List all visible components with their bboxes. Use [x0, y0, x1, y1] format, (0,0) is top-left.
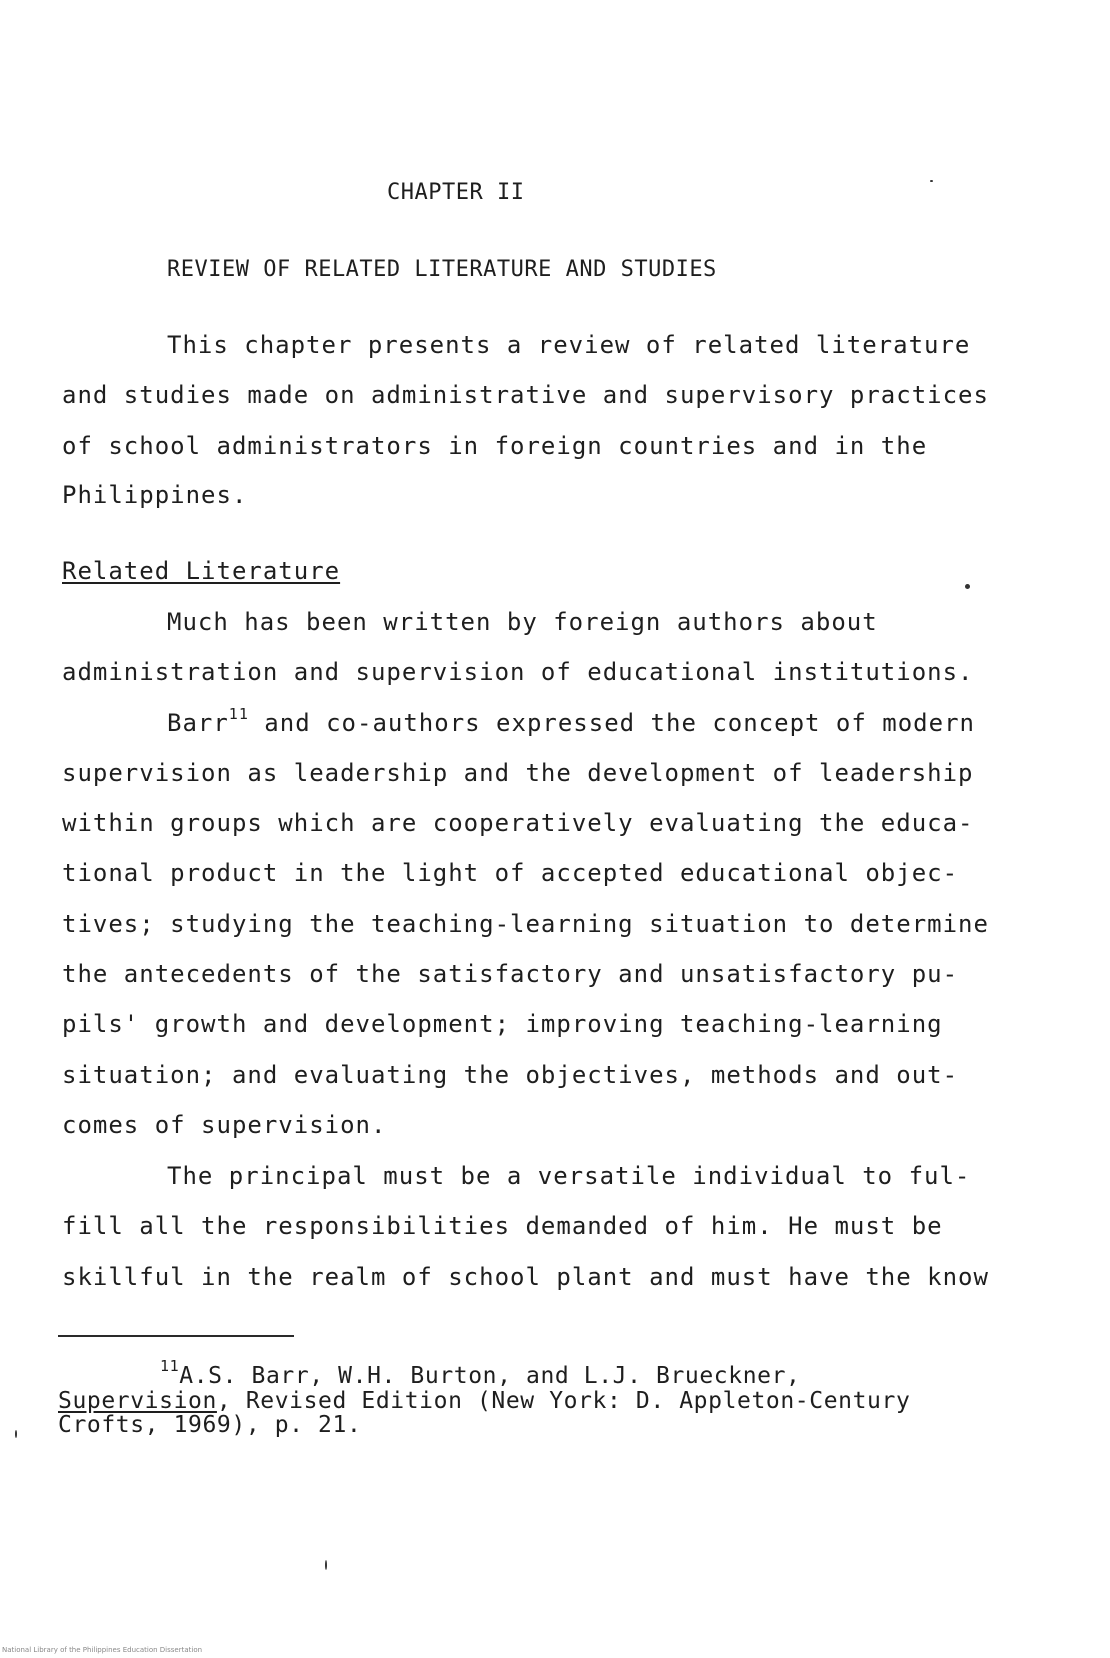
para2-line-8: situation; and evaluating the objectives, methods and out-	[62, 1061, 959, 1089]
footnote-line-3: Crofts, 1969), p. 21.	[58, 1412, 362, 1438]
para2-line-5: tives; studying the teaching-learning situation to determine	[62, 910, 989, 938]
footnote-divider	[58, 1335, 294, 1337]
chapter-number: CHAPTER II	[387, 180, 525, 205]
footnote-authors: A.S. Barr, W.H. Burton, and L.J. Brueckner,	[179, 1363, 801, 1389]
para3-line-1: The principal must be a versatile individual to ful-	[167, 1162, 971, 1190]
para2-line-1	[167, 705, 975, 737]
footnote-line-1	[160, 1357, 801, 1389]
para2-line-2: supervision as leadership and the development of leadership	[62, 759, 974, 787]
footnote-number: 11	[160, 1357, 180, 1375]
scan-speck	[930, 180, 933, 182]
scan-footer-text: National Library of the Philippines Education Dissertation	[2, 1646, 203, 1654]
para2-line-7: pils' growth and development; improving teaching-learning	[62, 1010, 943, 1038]
para2-line-3: within groups which are cooperatively evaluating the educa-	[62, 809, 974, 837]
chapter-title: REVIEW OF RELATED LITERATURE AND STUDIES	[167, 257, 717, 282]
footnote-book-title: Supervision	[58, 1388, 217, 1414]
intro-line-2: and studies made on administrative and supervisory practices	[62, 381, 989, 409]
footnote-publisher: , Revised Edition (New York: D. Appleton-Century	[216, 1388, 911, 1414]
intro-line-4: Philippines.	[62, 481, 248, 509]
para2-line-6: the antecedents of the satisfactory and unsatisfactory pu-	[62, 960, 959, 988]
para1-line-1: Much has been written by foreign authors about	[167, 608, 878, 636]
section-heading: Related Literature	[62, 557, 341, 585]
scan-speck	[15, 1430, 17, 1438]
scan-speck	[325, 1560, 327, 1570]
footnote-ref: 11	[228, 705, 249, 723]
footnote-line-2	[58, 1388, 910, 1414]
para1-line-2: administration and supervision of educational institutions.	[62, 658, 974, 686]
intro-line-1: This chapter presents a review of related literature	[167, 331, 971, 359]
scan-speck	[965, 584, 970, 589]
para3-line-3: skillful in the realm of school plant and must have the know	[62, 1263, 989, 1291]
para2-line-1-rest: and co-authors expressed the concept of modern	[248, 709, 975, 737]
intro-line-3: of school administrators in foreign countries and in the	[62, 432, 928, 460]
para2-line-9: comes of supervision.	[62, 1111, 387, 1139]
barr-name: Barr	[167, 709, 229, 737]
para2-line-4: tional product in the light of accepted educational objec-	[62, 859, 959, 887]
para3-line-2: fill all the responsibilities demanded of him. He must be	[62, 1212, 943, 1240]
